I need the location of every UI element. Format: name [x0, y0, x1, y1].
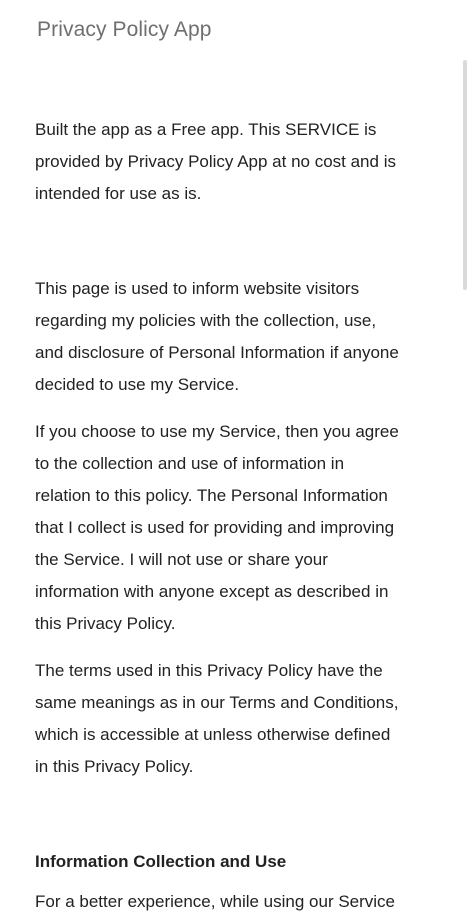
purpose-paragraph: This page is used to inform website visitors regarding my policies with the collection, use, and disclosure of Personal Information if anyone decided to use my Service. — [35, 279, 399, 394]
cut-off-paragraph-line: For a better experience, while using our Service — [35, 892, 396, 911]
terms-paragraph: The terms used in this Privacy Policy have the same meanings as in our Terms and Conditions, which is accessible at unless otherwise defined in this Privacy Policy. — [35, 661, 399, 776]
section-heading-information-collection: Information Collection and Use — [35, 852, 287, 871]
vertical-scrollbar[interactable] — [463, 0, 469, 900]
scrollbar-thumb[interactable] — [463, 60, 467, 290]
app-title: Privacy Policy App — [37, 18, 212, 41]
intro-paragraph: Built the app as a Free app. This SERVICE is provided by Privacy Policy App at no cost and is intended for use as is. — [35, 120, 396, 203]
consent-paragraph: If you choose to use my Service, then you agree to the collection and use of information in relation to this policy. The Personal Information that I collect is used for providing and improving the Service. I will not use or share your information with anyone except as described in this Privacy Policy. — [35, 422, 399, 633]
policy-content — [35, 114, 443, 878]
